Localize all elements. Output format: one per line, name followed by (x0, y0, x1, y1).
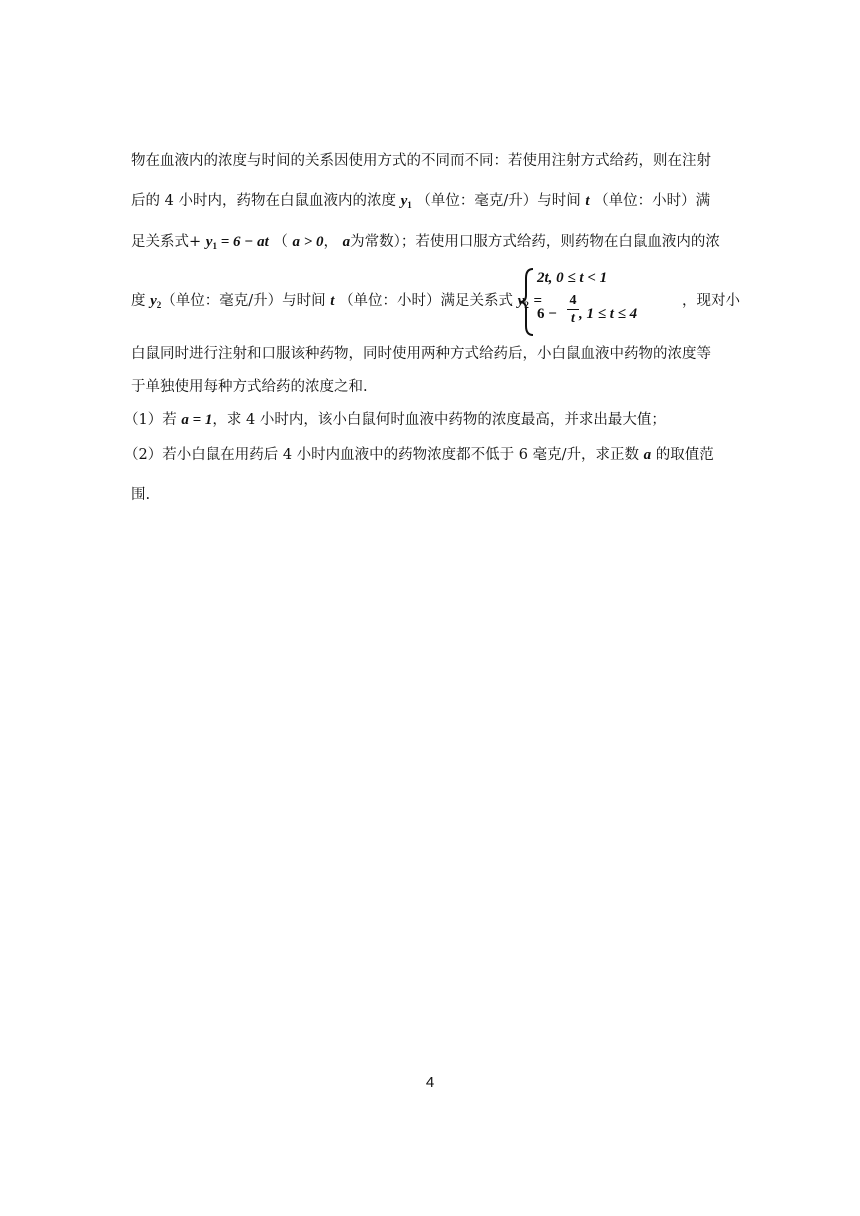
condition-a-equals-1: a = 1 (181, 412, 213, 428)
line-1-text: 物在血液内的浓度与时间的关系因使用方式的不同而不同：若使用注射方式给药，则在注射 (131, 153, 711, 169)
line-3-text-a: 足关系式 (131, 234, 189, 250)
plus-sign: + (189, 234, 202, 250)
line-2-text-c: （单位：小时）满 (594, 193, 711, 209)
var-y2: $y_2$ (150, 293, 162, 310)
text-line-4-tail (682, 291, 740, 311)
equals-sign: = (533, 293, 543, 309)
left-brace-icon (519, 268, 535, 336)
line-2-text-b: （单位：毫克/升）与时间 (416, 193, 581, 209)
page-number: 4 (425, 1074, 435, 1091)
text-line-6 (131, 377, 368, 397)
line-4-text-a: 度 (131, 293, 146, 309)
piecewise-case-2 (537, 306, 557, 323)
var-y1: $y_1$ (400, 193, 412, 210)
var-t: t (585, 193, 590, 209)
fraction-denominator: t (571, 311, 575, 326)
line-6-text: 于单独使用每种方式给药的浓度之和. (131, 379, 368, 395)
question-2-text: （2）若小白鼠在用药后 4 小时内血液中的药物浓度都不低于 6 毫克/升，求正数 (124, 447, 639, 463)
var-a-q2: a (643, 447, 652, 463)
text-line-3 (131, 232, 720, 256)
line-3-text-d: 为常数）；若使用口服方式给药，则药物在白鼠血液内的浓 (350, 234, 720, 250)
comma: ， (323, 234, 339, 250)
var-y2-lhs: $y_2$ (517, 293, 529, 310)
question-1-text: ，求 4 小时内，该小白鼠何时血液中药物的浓度最高，并求出最大值； (212, 412, 666, 428)
var-t-2: t (330, 293, 335, 309)
case-2-prefix: 6 − (537, 306, 557, 322)
fraction-4-over-t (567, 292, 579, 327)
text-line-1 (131, 151, 711, 171)
question-1 (124, 410, 666, 430)
text-line-2 (131, 191, 710, 215)
text-line-5 (131, 344, 711, 364)
line-2-text-a: 后的 4 小时内，药物在白鼠血液内的浓度 (131, 193, 396, 209)
piecewise-function (519, 268, 679, 336)
line-4-text-b: （单位：毫克/升）与时间 (161, 293, 326, 309)
fraction-numerator: 4 (567, 292, 579, 310)
question-2 (124, 445, 714, 465)
line-4-text-c: （单位：小时）满足关系式 (339, 293, 514, 309)
piecewise-case-1: 2t, 0 ≤ t < 1 (537, 270, 608, 286)
question-1-prefix: （1）若 (124, 412, 177, 428)
question-2-text-c: 围. (131, 487, 151, 503)
line-4-text-d: ，现对小 (682, 293, 740, 309)
question-2-continuation (131, 485, 150, 505)
var-a: a (342, 234, 351, 250)
text-line-4 (131, 291, 542, 315)
line-3-text-b: （ (273, 234, 288, 250)
question-2-text-b: 的取值范 (655, 447, 714, 463)
line-5-text: 白鼠同时进行注射和口服该种药物，同时使用两种方式给药后，小白鼠血液中药物的浓度等 (131, 346, 711, 362)
condition-a-positive: a > 0 (292, 234, 324, 250)
equation-y1: $y_1 = 6$ − at (205, 234, 269, 251)
piecewise-case-2-condition: , 1 ≤ t ≤ 4 (579, 306, 638, 322)
